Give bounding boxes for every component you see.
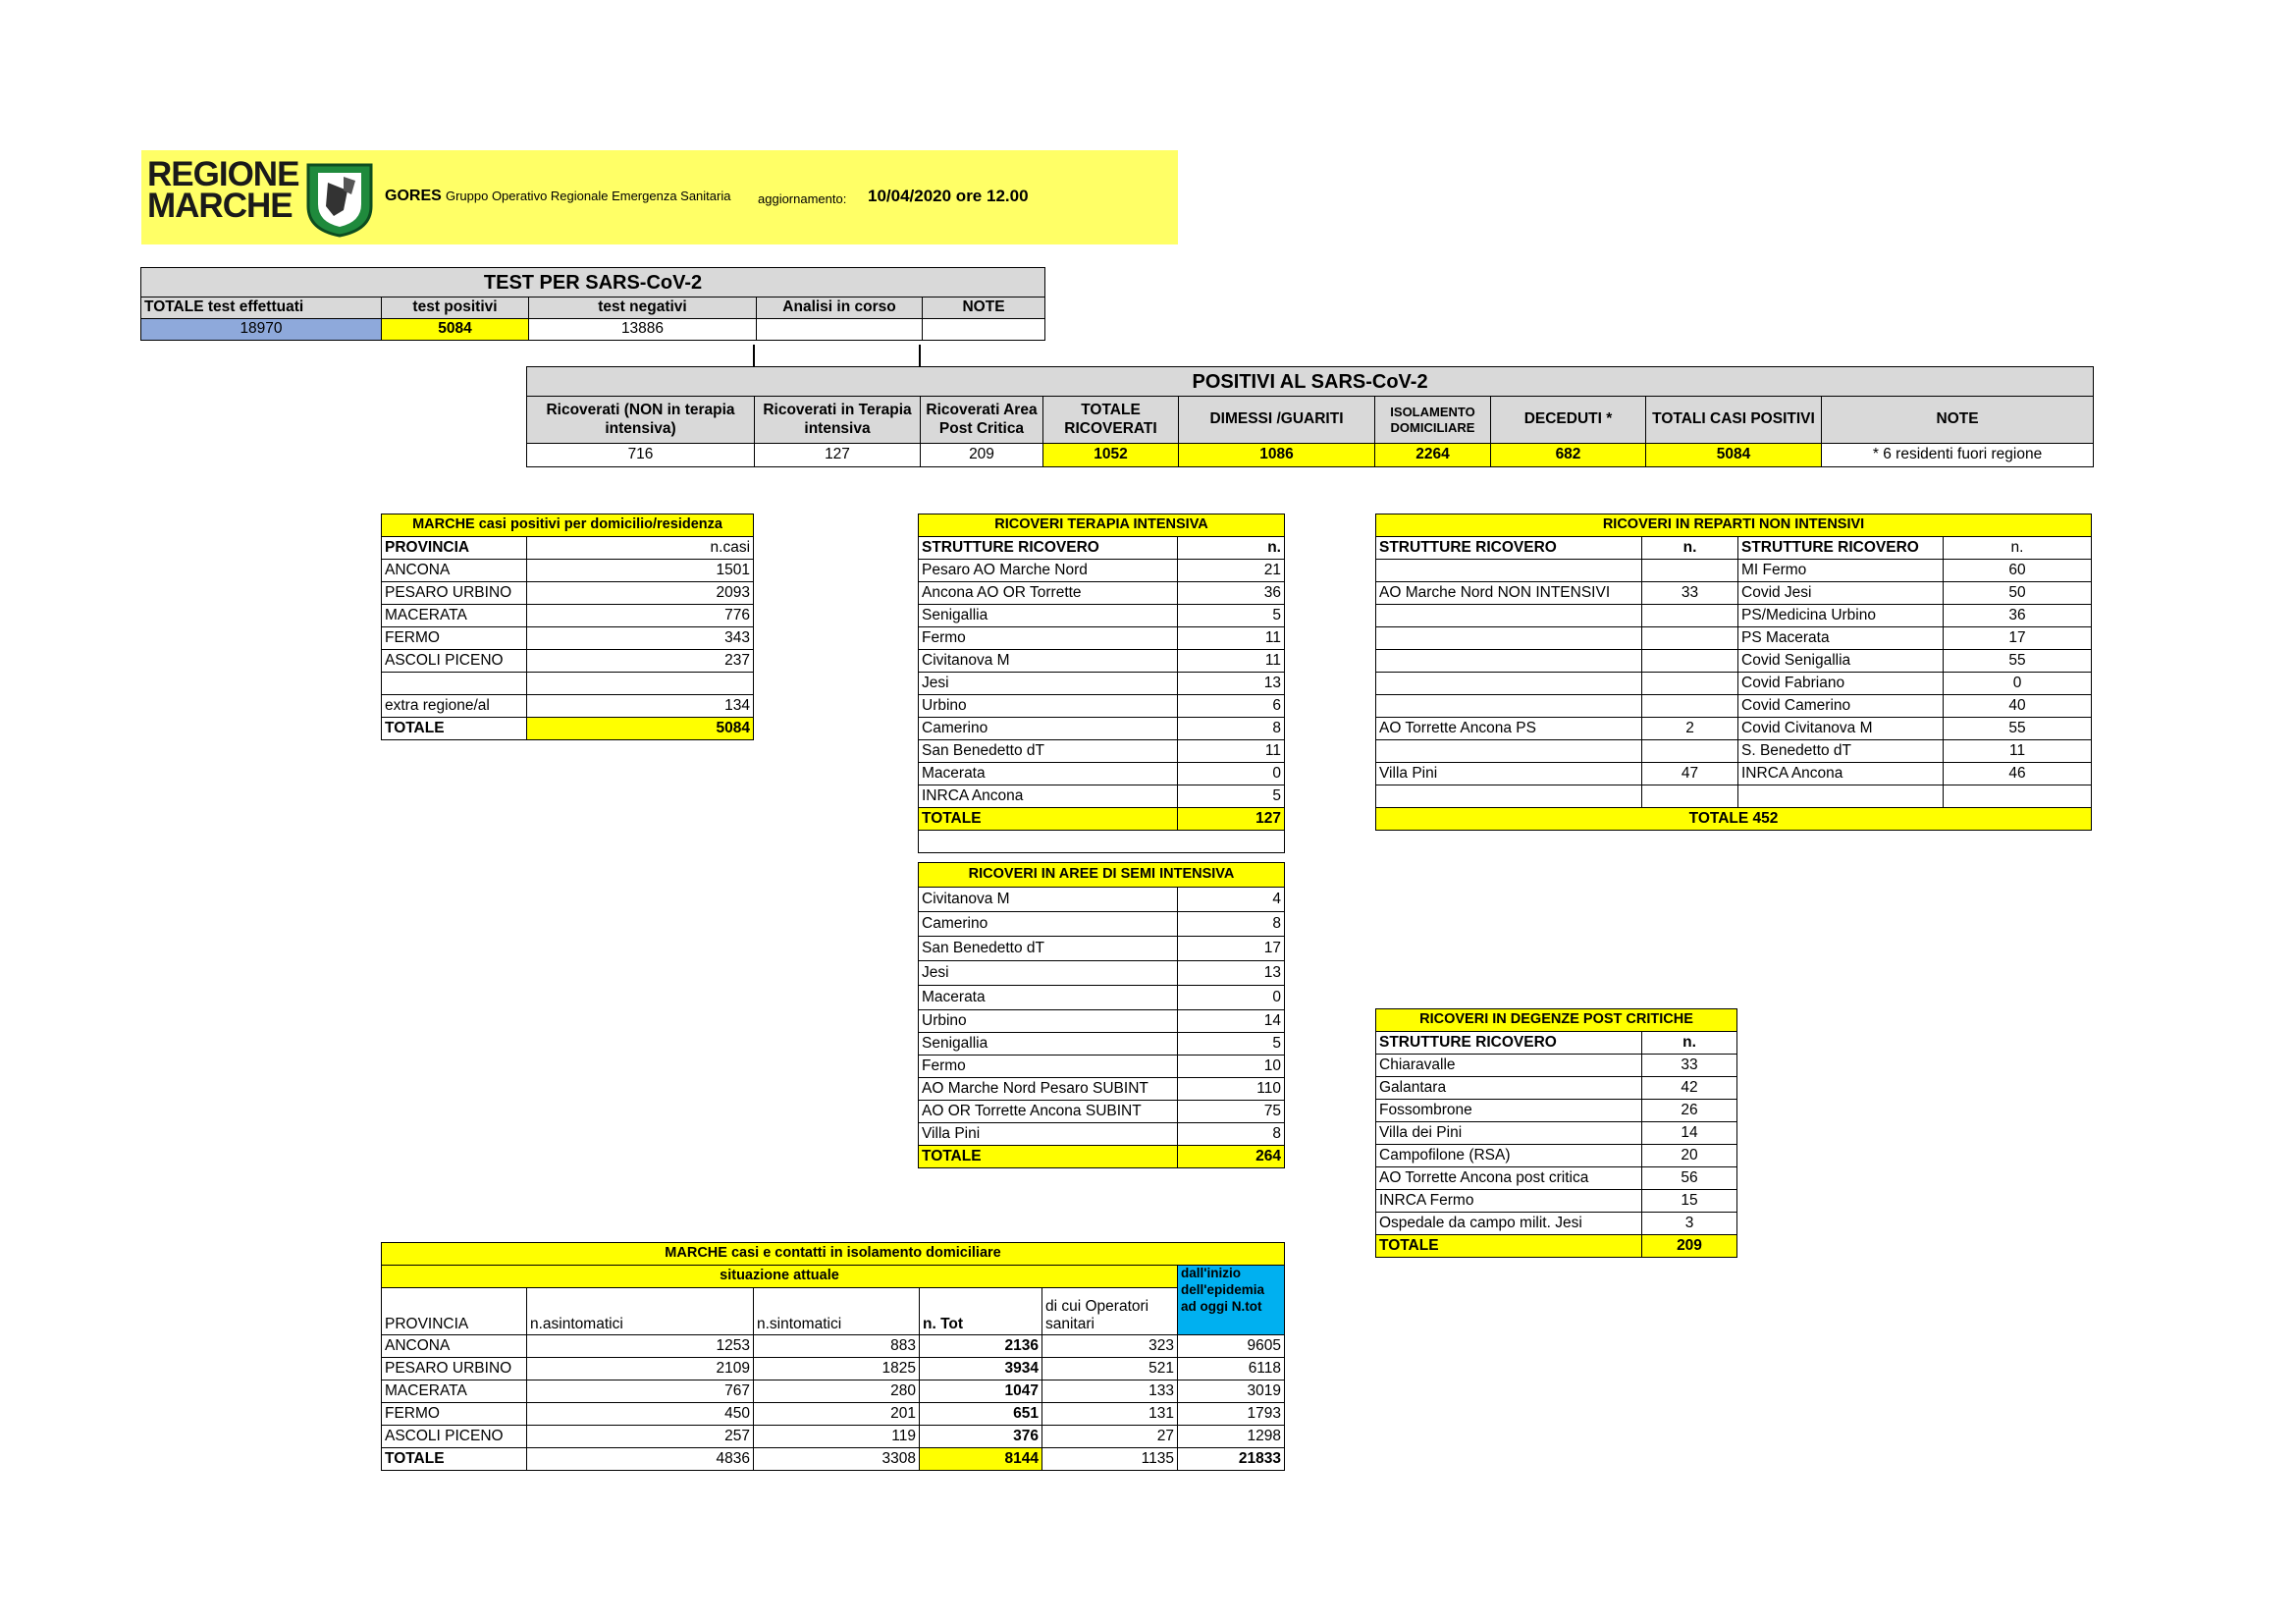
iso-row-epidemia: 9605 [1178, 1335, 1285, 1358]
ni-row-value-2: 0 [1944, 673, 2092, 695]
ti-row-label: Jesi [919, 673, 1178, 695]
tests-negativi-value: 13886 [529, 319, 757, 341]
iso-row-epidemia: 1793 [1178, 1403, 1285, 1426]
si-row-label: Urbino [919, 1010, 1178, 1033]
ni-row-label-1 [1376, 740, 1642, 763]
si-row-value: 10 [1178, 1056, 1285, 1078]
pc-row-value: 33 [1642, 1055, 1737, 1077]
iso-row-sintomatici: 280 [754, 1380, 920, 1403]
ti-row-label: INRCA Ancona [919, 785, 1178, 808]
si-row-value: 0 [1178, 986, 1285, 1010]
pc-total-label: TOTALE [1376, 1235, 1642, 1258]
iso-row-sintomatici: 1825 [754, 1358, 920, 1380]
positivi-isolamento-value: 2264 [1375, 444, 1491, 467]
ti-row-value: 5 [1178, 605, 1285, 627]
gores-short: GORES [385, 188, 442, 204]
ni-total: TOTALE 452 [1376, 808, 2092, 831]
ti-row-value: 11 [1178, 627, 1285, 650]
si-row-label: Camerino [919, 912, 1178, 937]
ti-row-value: 5 [1178, 785, 1285, 808]
domicilio-row-value: 237 [527, 650, 754, 673]
si-row-value: 17 [1178, 937, 1285, 961]
si-row-value: 75 [1178, 1101, 1285, 1123]
pc-row-label: INRCA Fermo [1376, 1190, 1642, 1213]
positivi-header-dimessi: DIMESSI /GUARITI [1179, 397, 1375, 444]
ti-row-value: 0 [1178, 763, 1285, 785]
iso-row-sintomatici: 883 [754, 1335, 920, 1358]
pc-row-value: 26 [1642, 1100, 1737, 1122]
ti-row-value: 36 [1178, 582, 1285, 605]
iso-header-asintomatici: n.asintomatici [527, 1288, 754, 1335]
ni-row-label-1 [1376, 650, 1642, 673]
pc-header-n: n. [1642, 1032, 1737, 1055]
si-row-value: 13 [1178, 961, 1285, 986]
regione-marche-logo [147, 155, 299, 225]
ni-row-value-2: 17 [1944, 627, 2092, 650]
iso-row-ntot: 3934 [920, 1358, 1042, 1380]
si-row-label: Jesi [919, 961, 1178, 986]
ni-row-label-1: Villa Pini [1376, 763, 1642, 785]
ti-header-n: n. [1178, 537, 1285, 560]
ni-row-value-1 [1642, 695, 1738, 718]
ni-row-label-2 [1738, 785, 1944, 808]
si-row-value: 8 [1178, 912, 1285, 937]
iso-total-sintomatici: 3308 [754, 1448, 920, 1471]
positivi-dimessi-value: 1086 [1179, 444, 1375, 467]
ni-row-value-2: 60 [1944, 560, 2092, 582]
positivi-note-value: * 6 residenti fuori regione [1822, 444, 2094, 467]
ti-total-value: 127 [1178, 808, 1285, 831]
iso-row-asintomatici: 257 [527, 1426, 754, 1448]
positivi-header-ti: Ricoverati in Terapia intensiva [755, 397, 921, 444]
iso-row-provincia: ASCOLI PICENO [382, 1426, 527, 1448]
iso-title: MARCHE casi e contatti in isolamento domiciliare [382, 1243, 1285, 1266]
ti-row-value: 6 [1178, 695, 1285, 718]
domicilio-row-value [527, 673, 754, 695]
pc-row-label: AO Torrette Ancona post critica [1376, 1167, 1642, 1190]
ni-row-label-2: INRCA Ancona [1738, 763, 1944, 785]
ni-row-value-1 [1642, 650, 1738, 673]
positivi-header-ricoverati-non-ti: Ricoverati (NON in terapia intensiva) [527, 397, 755, 444]
si-row-value: 14 [1178, 1010, 1285, 1033]
iso-header-ntot: n. Tot [920, 1288, 1042, 1335]
ni-row-label-1 [1376, 695, 1642, 718]
si-row-label: Fermo [919, 1056, 1178, 1078]
domicilio-header-ncasi: n.casi [527, 537, 754, 560]
ni-row-value-2: 50 [1944, 582, 2092, 605]
si-row-label: Senigallia [919, 1033, 1178, 1056]
positivi-header-isolamento: ISOLAMENTO DOMICILIARE [1375, 397, 1491, 444]
iso-header-sintomatici: n.sintomatici [754, 1288, 920, 1335]
pc-row-label: Fossombrone [1376, 1100, 1642, 1122]
ni-row-value-1: 2 [1642, 718, 1738, 740]
positivi-header-deceduti: DECEDUTI * [1491, 397, 1646, 444]
tests-header-total: TOTALE test effettuati [141, 298, 382, 319]
pc-row-value: 56 [1642, 1167, 1737, 1190]
iso-row-ntot: 651 [920, 1403, 1042, 1426]
ni-row-value-2: 55 [1944, 650, 2092, 673]
pc-row-label: Galantara [1376, 1077, 1642, 1100]
si-row-label: Civitanova M [919, 888, 1178, 912]
ti-row-value: 13 [1178, 673, 1285, 695]
ni-header-n-1: n. [1642, 537, 1738, 560]
ni-row-label-2: PS/Medicina Urbino [1738, 605, 1944, 627]
iso-row-asintomatici: 450 [527, 1403, 754, 1426]
iso-row-asintomatici: 1253 [527, 1335, 754, 1358]
ni-row-label-1 [1376, 605, 1642, 627]
iso-row-ntot: 376 [920, 1426, 1042, 1448]
ti-row-label: Fermo [919, 627, 1178, 650]
iso-subtitle: situazione attuale [382, 1266, 1178, 1288]
si-row-value: 110 [1178, 1078, 1285, 1101]
update-label: aggiornamento: [758, 191, 847, 206]
iso-row-asintomatici: 2109 [527, 1358, 754, 1380]
ni-row-value-2: 40 [1944, 695, 2092, 718]
ni-row-label-1 [1376, 560, 1642, 582]
positivi-header-note: NOTE [1822, 397, 2094, 444]
iso-row-ntot: 2136 [920, 1335, 1042, 1358]
positivi-header-totali: TOTALI CASI POSITIVI [1646, 397, 1822, 444]
gores-full: Gruppo Operativo Regionale Emergenza Sanitaria [445, 189, 731, 203]
ti-row-label: San Benedetto dT [919, 740, 1178, 763]
tests-header-analisi: Analisi in corso [757, 298, 923, 319]
positivi-table [526, 366, 2094, 467]
ti-row-value: 21 [1178, 560, 1285, 582]
tests-header-positivi: test positivi [382, 298, 529, 319]
tests-table [140, 267, 1045, 341]
ti-row-label: Urbino [919, 695, 1178, 718]
ni-row-value-2: 46 [1944, 763, 2092, 785]
domicilio-row-label: extra regione/al [382, 695, 527, 718]
iso-total-asintomatici: 4836 [527, 1448, 754, 1471]
iso-header-operatori: di cui Operatori sanitari [1042, 1288, 1178, 1335]
ni-row-value-2 [1944, 785, 2092, 808]
domicilio-table [381, 514, 754, 740]
terapia-intensiva-table [918, 514, 1285, 853]
ni-row-label-1 [1376, 673, 1642, 695]
ni-row-label-1 [1376, 785, 1642, 808]
ni-row-value-1 [1642, 740, 1738, 763]
positivi-header-post-critica: Ricoverati Area Post Critica [921, 397, 1043, 444]
ti-row-value: 8 [1178, 718, 1285, 740]
iso-row-ntot: 1047 [920, 1380, 1042, 1403]
tests-positivi-value: 5084 [382, 319, 529, 341]
iso-row-epidemia: 3019 [1178, 1380, 1285, 1403]
ti-spacer-row [919, 831, 1285, 853]
post-critiche-table [1375, 1008, 1737, 1258]
tests-header-negativi: test negativi [529, 298, 757, 319]
ni-row-value-1 [1642, 605, 1738, 627]
ni-header-strutture-2: STRUTTURE RICOVERO [1738, 537, 1944, 560]
isolamento-table [381, 1242, 1285, 1471]
semi-intensiva-table [918, 862, 1285, 1168]
pc-row-label: Campofilone (RSA) [1376, 1145, 1642, 1167]
tests-title: TEST PER SARS-CoV-2 [141, 268, 1045, 298]
ni-row-value-1 [1642, 560, 1738, 582]
ti-header-strutture: STRUTTURE RICOVERO [919, 537, 1178, 560]
pc-title: RICOVERI IN DEGENZE POST CRITICHE [1376, 1009, 1737, 1032]
domicilio-row-label: ANCONA [382, 560, 527, 582]
pc-row-value: 20 [1642, 1145, 1737, 1167]
si-row-label: Villa Pini [919, 1123, 1178, 1146]
domicilio-row-value: 2093 [527, 582, 754, 605]
positivi-ti-value: 127 [755, 444, 921, 467]
si-row-label: Macerata [919, 986, 1178, 1010]
domicilio-total-value: 5084 [527, 718, 754, 740]
si-total-label: TOTALE [919, 1146, 1178, 1168]
pc-row-value: 15 [1642, 1190, 1737, 1213]
ni-row-value-1: 33 [1642, 582, 1738, 605]
ni-row-label-1: AO Marche Nord NON INTENSIVI [1376, 582, 1642, 605]
iso-total-label: TOTALE [382, 1448, 527, 1471]
domicilio-row-label: ASCOLI PICENO [382, 650, 527, 673]
ni-row-label-1 [1376, 627, 1642, 650]
ni-row-value-2: 55 [1944, 718, 2092, 740]
ni-row-label-2: Covid Camerino [1738, 695, 1944, 718]
ni-row-label-2: S. Benedetto dT [1738, 740, 1944, 763]
ti-row-value: 11 [1178, 740, 1285, 763]
domicilio-row-label [382, 673, 527, 695]
positivi-deceduti-value: 682 [1491, 444, 1646, 467]
si-row-label: San Benedetto dT [919, 937, 1178, 961]
iso-row-operatori: 133 [1042, 1380, 1178, 1403]
ti-row-label: Senigallia [919, 605, 1178, 627]
domicilio-title: MARCHE casi positivi per domicilio/residenza [382, 514, 754, 537]
iso-row-provincia: PESARO URBINO [382, 1358, 527, 1380]
iso-row-operatori: 27 [1042, 1426, 1178, 1448]
positivi-ricoverati-non-ti-value: 716 [527, 444, 755, 467]
iso-row-asintomatici: 767 [527, 1380, 754, 1403]
ni-row-label-2: Covid Civitanova M [1738, 718, 1944, 740]
ti-row-label: Camerino [919, 718, 1178, 740]
si-total-value: 264 [1178, 1146, 1285, 1168]
ni-header-n-2: n. [1944, 537, 2092, 560]
ti-row-label: Civitanova M [919, 650, 1178, 673]
pc-row-label: Chiaravalle [1376, 1055, 1642, 1077]
ni-row-label-2: Covid Jesi [1738, 582, 1944, 605]
iso-row-epidemia: 1298 [1178, 1426, 1285, 1448]
ni-row-label-2: Covid Fabriano [1738, 673, 1944, 695]
regione-shield-icon [304, 161, 375, 238]
ni-row-value-1: 47 [1642, 763, 1738, 785]
ti-title: RICOVERI TERAPIA INTENSIVA [919, 514, 1285, 537]
ni-row-value-1 [1642, 785, 1738, 808]
domicilio-row-value: 776 [527, 605, 754, 627]
tests-header-note: NOTE [923, 298, 1045, 319]
ni-row-label-1: AO Torrette Ancona PS [1376, 718, 1642, 740]
non-intensivi-table [1375, 514, 2092, 831]
domicilio-row-label: FERMO [382, 627, 527, 650]
ti-total-label: TOTALE [919, 808, 1178, 831]
ni-row-label-2: Covid Senigallia [1738, 650, 1944, 673]
si-row-value: 4 [1178, 888, 1285, 912]
si-title: RICOVERI IN AREE DI SEMI INTENSIVA [919, 863, 1285, 888]
iso-row-operatori: 521 [1042, 1358, 1178, 1380]
iso-total-ntot: 8144 [920, 1448, 1042, 1471]
ni-title: RICOVERI IN REPARTI NON INTENSIVI [1376, 514, 2092, 537]
iso-header-epidemia: dall'inizio dell'epidemia ad oggi N.tot [1178, 1266, 1285, 1335]
logo-line1: REGIONE [147, 155, 299, 193]
connector-line [919, 345, 921, 366]
pc-row-label: Ospedale da campo milit. Jesi [1376, 1213, 1642, 1235]
si-row-label: AO Marche Nord Pesaro SUBINT [919, 1078, 1178, 1101]
tests-total-value: 18970 [141, 319, 382, 341]
pc-header-strutture: STRUTTURE RICOVERO [1376, 1032, 1642, 1055]
domicilio-row-label: PESARO URBINO [382, 582, 527, 605]
iso-row-provincia: FERMO [382, 1403, 527, 1426]
ni-row-value-2: 11 [1944, 740, 2092, 763]
ti-row-value: 11 [1178, 650, 1285, 673]
si-row-label: AO OR Torrette Ancona SUBINT [919, 1101, 1178, 1123]
domicilio-total-label: TOTALE [382, 718, 527, 740]
si-row-value: 8 [1178, 1123, 1285, 1146]
domicilio-header-provincia: PROVINCIA [382, 537, 527, 560]
gores-label [385, 188, 730, 205]
pc-row-label: Villa dei Pini [1376, 1122, 1642, 1145]
positivi-totali-value: 5084 [1646, 444, 1822, 467]
ni-row-value-1 [1642, 627, 1738, 650]
update-date: 10/04/2020 ore 12.00 [868, 187, 1029, 205]
iso-total-operatori: 1135 [1042, 1448, 1178, 1471]
pc-row-value: 42 [1642, 1077, 1737, 1100]
ni-row-label-2: PS Macerata [1738, 627, 1944, 650]
iso-row-operatori: 323 [1042, 1335, 1178, 1358]
ni-row-value-1 [1642, 673, 1738, 695]
ni-row-value-2: 36 [1944, 605, 2092, 627]
pc-row-value: 14 [1642, 1122, 1737, 1145]
ti-row-label: Macerata [919, 763, 1178, 785]
iso-row-sintomatici: 119 [754, 1426, 920, 1448]
domicilio-row-value: 1501 [527, 560, 754, 582]
iso-row-provincia: MACERATA [382, 1380, 527, 1403]
ni-row-label-2: MI Fermo [1738, 560, 1944, 582]
tests-note-value [923, 319, 1045, 341]
iso-total-epidemia: 21833 [1178, 1448, 1285, 1471]
positivi-post-critica-value: 209 [921, 444, 1043, 467]
pc-row-value: 3 [1642, 1213, 1737, 1235]
positivi-header-totale-ricoverati: TOTALE RICOVERATI [1043, 397, 1179, 444]
domicilio-row-value: 134 [527, 695, 754, 718]
iso-row-provincia: ANCONA [382, 1335, 527, 1358]
domicilio-row-value: 343 [527, 627, 754, 650]
ti-row-label: Ancona AO OR Torrette [919, 582, 1178, 605]
si-row-value: 5 [1178, 1033, 1285, 1056]
positivi-title: POSITIVI AL SARS-CoV-2 [527, 367, 2094, 397]
domicilio-row-label: MACERATA [382, 605, 527, 627]
iso-header-provincia: PROVINCIA [382, 1288, 527, 1335]
iso-row-operatori: 131 [1042, 1403, 1178, 1426]
tests-analisi-value [757, 319, 923, 341]
connector-line [753, 345, 755, 366]
ti-row-label: Pesaro AO Marche Nord [919, 560, 1178, 582]
logo-line2: MARCHE [147, 187, 293, 225]
iso-row-sintomatici: 201 [754, 1403, 920, 1426]
pc-total-value: 209 [1642, 1235, 1737, 1258]
ni-header-strutture-1: STRUTTURE RICOVERO [1376, 537, 1642, 560]
iso-row-epidemia: 6118 [1178, 1358, 1285, 1380]
positivi-totale-ricoverati-value: 1052 [1043, 444, 1179, 467]
